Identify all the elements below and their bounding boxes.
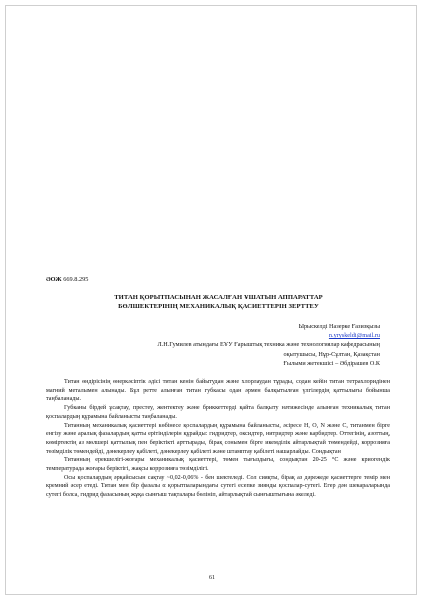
- udc-label: ӘОЖ: [46, 276, 62, 283]
- title-line-2: БӨЛШЕКТЕРІНІҢ МЕХАНИКАЛЫҚ ҚАСИЕТТЕРІН ЗЕРТТЕУ: [118, 303, 319, 310]
- author-name: Ырыскелді Назерке Ғазизқызы: [298, 323, 380, 330]
- author-block: [80, 322, 380, 368]
- paragraph: Титанның ерекшелігі-жоғары механикалық қасиеттері, төмен тығыздығы, сондықтан 20-25 °С және криогендік температурада жоғары беріктігі, жақсы коррозияға төзімділігі.: [46, 457, 390, 473]
- paragraph: Осы қоспалардың әрқайсысын сақтау ~0,02-0,06% - бен шектеледі. Сол сияқты, бірақ аз дәрежеде қасиеттерге темір мен кремний әсер етеді. Титан мен бір фазалы α қорытпаларындағы сутегі есепке зиянды қоспалар-сутегі. Егер дән шекараларында сутегі болса, гидрид фазасының жұқа сынғыш тақталары бөлініп, айтарлықтай сынғыштығына әкеледі.: [46, 474, 390, 499]
- udc-code: [46, 276, 88, 283]
- paragraph: Титанның механикалық қасиеттері көбінесе қоспалардың құрамына байланысты, әсіресе H, O, N және C, титанмен бірге енгізу және аралық фазалардың қатты ерітінділерін құрайды: гидридтер, оксидтер, нитридтер және карбидтер. Оттегінің, азоттың, көміртектің аз мөлшері қаттылық пен беріктікті арттырады, бірақ сонымен бірге икемділік айтарлықтай төмендейді, коррозияға төзімділік төмендейді, дәнекерлеу қабілеті, дәнекерлеу қабілеті және штамптау қабілеті нашарлайды. Сондықтан: [46, 422, 390, 455]
- paragraph: Губканы бірдей ұсақтау, престеу, жентектеу және бриккеттерді қайта балқыту нәтижесінде алынған техникалық титан қоспалардың құрамына байланысты таңбаланады.: [46, 405, 390, 420]
- page-number: 61: [209, 575, 215, 581]
- author-affiliation-line-2: оқытушысы, Нұр-Сұлтан, Қазақстан: [283, 350, 380, 358]
- supervisor: Ғылыми жетекшісі – Әбдірашев О.К: [283, 359, 380, 367]
- author-affiliation-line-1: Л.Н.Гумилев атындағы ЕҰУ Ғарыштық техника және технологиялар кафедрасының: [157, 341, 380, 349]
- document-page: [5, 5, 417, 595]
- body-text: [46, 378, 390, 500]
- title-line-1: ТИТАН ҚОРЫТПАСЫНАН ЖАСАЛҒАН ҰШАТЫН АППАРАТТАР: [114, 294, 323, 301]
- author-email-link[interactable]: n.yryskeldi@mail.ru: [328, 332, 380, 340]
- udc-value: 669.8.295: [63, 276, 89, 283]
- paragraph: Титан өндірісінің өнеркәсіптік әдісі титан кенін байытудан және хлорлаудан тұрады, содан кейін титан тетрахлоридінен магний металымен алынады. Бұл ретте алынған титан губкасы одан әрмен балқытылған үлгілердің қаттылығы бойынша таңбаланады.: [46, 379, 390, 403]
- paper-title: [46, 293, 391, 311]
